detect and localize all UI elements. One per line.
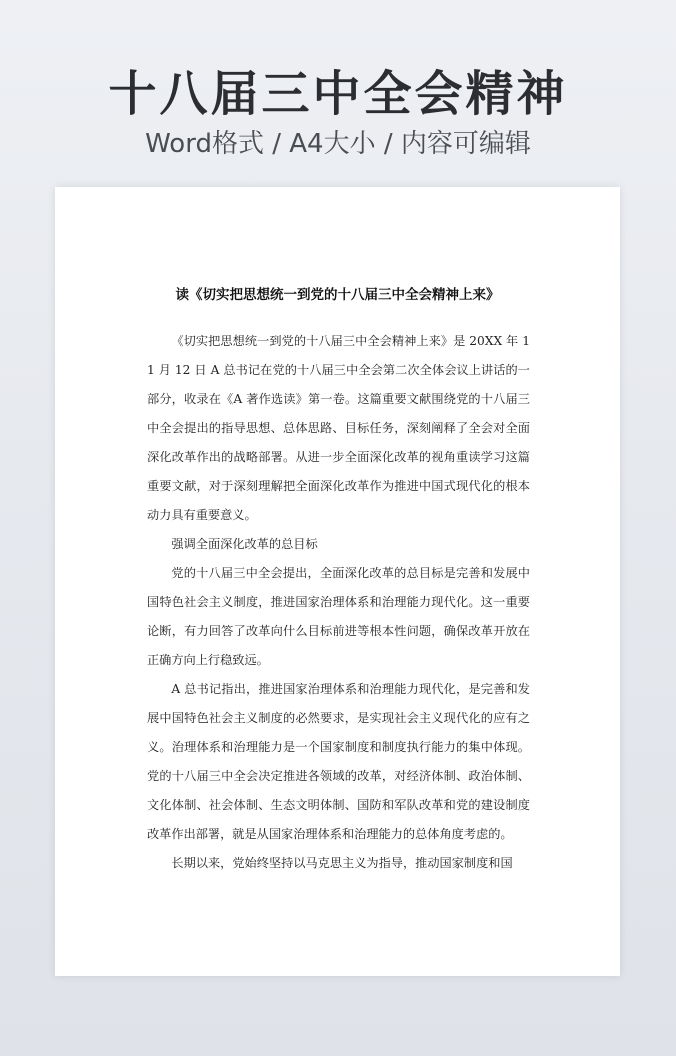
paragraph-heading: 强调全面深化改革的总目标 (171, 537, 318, 551)
cover-banner (0, 62, 676, 162)
document-title: 读《切实把思想统一到党的十八届三中全会精神上来》 (175, 287, 500, 303)
banner-title: 十八届三中全会精神 (108, 66, 568, 122)
paragraph-continued: 长期以来，党始终坚持以马克思主义为指导，推动国家制度和国 (171, 856, 513, 870)
paragraph-intro: 《切实把思想统一到党的十八届三中全会精神上来》是 20XX 年 11 月 12 日 A 总书记在党的十八届三中全会第二次全体会议上讲话的一部分，收录在《A 著作选读》第一卷。这篇重要文献围绕党的十八届三中全会提出的指导思想、总体思路、目标任务，深刻阐释了全会对全面深化改革作出的战略部署。从进一步全面深化改革的视角重读学习这篇重要文献，对于深刻理解把全面深化改革作为推进中国式现代化的根本动力具有重要意义。 (147, 334, 530, 522)
document-body (147, 327, 530, 878)
document-page (55, 187, 620, 976)
banner-subtitle: Word格式 / A4大小 / 内容可编辑 (145, 129, 531, 159)
paragraph-governance: A 总书记指出，推进国家治理体系和治理能力现代化，是完善和发展中国特色社会主义制度的必然要求，是实现社会主义现代化的应有之义。治理体系和治理能力是一个国家制度和制度执行能力的集中体现。党的十八届三中全会决定推进各领域的改革，对经济体制、政治体制、文化体制、社会体制、生态文明体制、国防和军队改革和党的建设制度改革作出部署，就是从国家治理体系和治理能力的总体角度考虑的。 (147, 682, 530, 841)
paragraph-goal: 党的十八届三中全会提出，全面深化改革的总目标是完善和发展中国特色社会主义制度，推进国家治理体系和治理能力现代化。这一重要论断，有力回答了改革向什么目标前进等根本性问题，确保改革开放在正确方向上行稳致远。 (147, 566, 530, 667)
